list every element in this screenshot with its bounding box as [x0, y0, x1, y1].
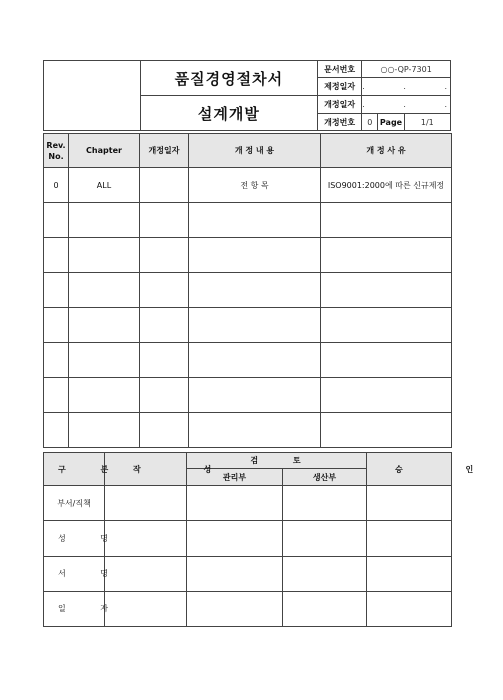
revision-history-table [43, 133, 452, 448]
rev-no-label: 개정번호 [317, 114, 361, 131]
row-label-name: 성 명 [44, 521, 105, 556]
chapter-header: Chapter [69, 134, 140, 168]
reason-cell: ISO9001:2000에 따른 신규제정 [321, 168, 452, 203]
author-header: 작 성 [105, 453, 187, 486]
rev-date-value: . . . [362, 96, 451, 114]
table-row [44, 203, 452, 238]
date-cell [140, 168, 189, 203]
row-label-position: 부서/직책 [44, 486, 105, 521]
chapter-cell: ALL [69, 168, 140, 203]
rev-cell: 0 [44, 168, 69, 203]
table-row [44, 308, 452, 343]
revision-header-row [44, 134, 452, 168]
rev-no-value: 0 [362, 114, 378, 131]
approve-header: 승 인 [367, 453, 452, 486]
table-row [44, 591, 452, 626]
page-label: Page [378, 114, 404, 131]
rev-no-header: Rev. No. [44, 134, 69, 168]
review-header: 검 토 [187, 453, 367, 469]
content-header: 개 정 내 용 [189, 134, 321, 168]
table-row [44, 168, 452, 203]
table-row [44, 556, 452, 591]
enact-date-label: 제정일자 [317, 78, 361, 96]
table-row [44, 238, 452, 273]
rev-date-label: 개정일자 [317, 96, 361, 114]
review-dept-admin: 관리부 [187, 469, 283, 486]
table-row [44, 521, 452, 556]
table-row [44, 413, 452, 448]
doc-title: 품질경영절차서 [140, 61, 317, 96]
document-header [43, 60, 466, 131]
approval-table [43, 452, 503, 627]
row-label-date: 일 자 [44, 591, 105, 626]
reason-header: 개 정 사 유 [321, 134, 452, 168]
doc-no-value: ○○-QP-7301 [362, 61, 451, 78]
table-row [44, 273, 452, 308]
logo-area [44, 61, 141, 131]
doc-no-label: 문서번호 [317, 61, 361, 78]
table-row [44, 486, 452, 521]
date-header: 개정일자 [140, 134, 189, 168]
table-row [44, 378, 452, 413]
doc-subtitle: 설계개발 [140, 96, 317, 131]
review-dept-production: 생산부 [283, 469, 367, 486]
table-row [44, 343, 452, 378]
row-label-signature: 서 명 [44, 556, 105, 591]
enact-date-value: . . . [362, 78, 451, 96]
page-value: 1/1 [404, 114, 450, 131]
division-header: 구 분 [44, 453, 105, 486]
content-cell: 전 항 목 [189, 168, 321, 203]
